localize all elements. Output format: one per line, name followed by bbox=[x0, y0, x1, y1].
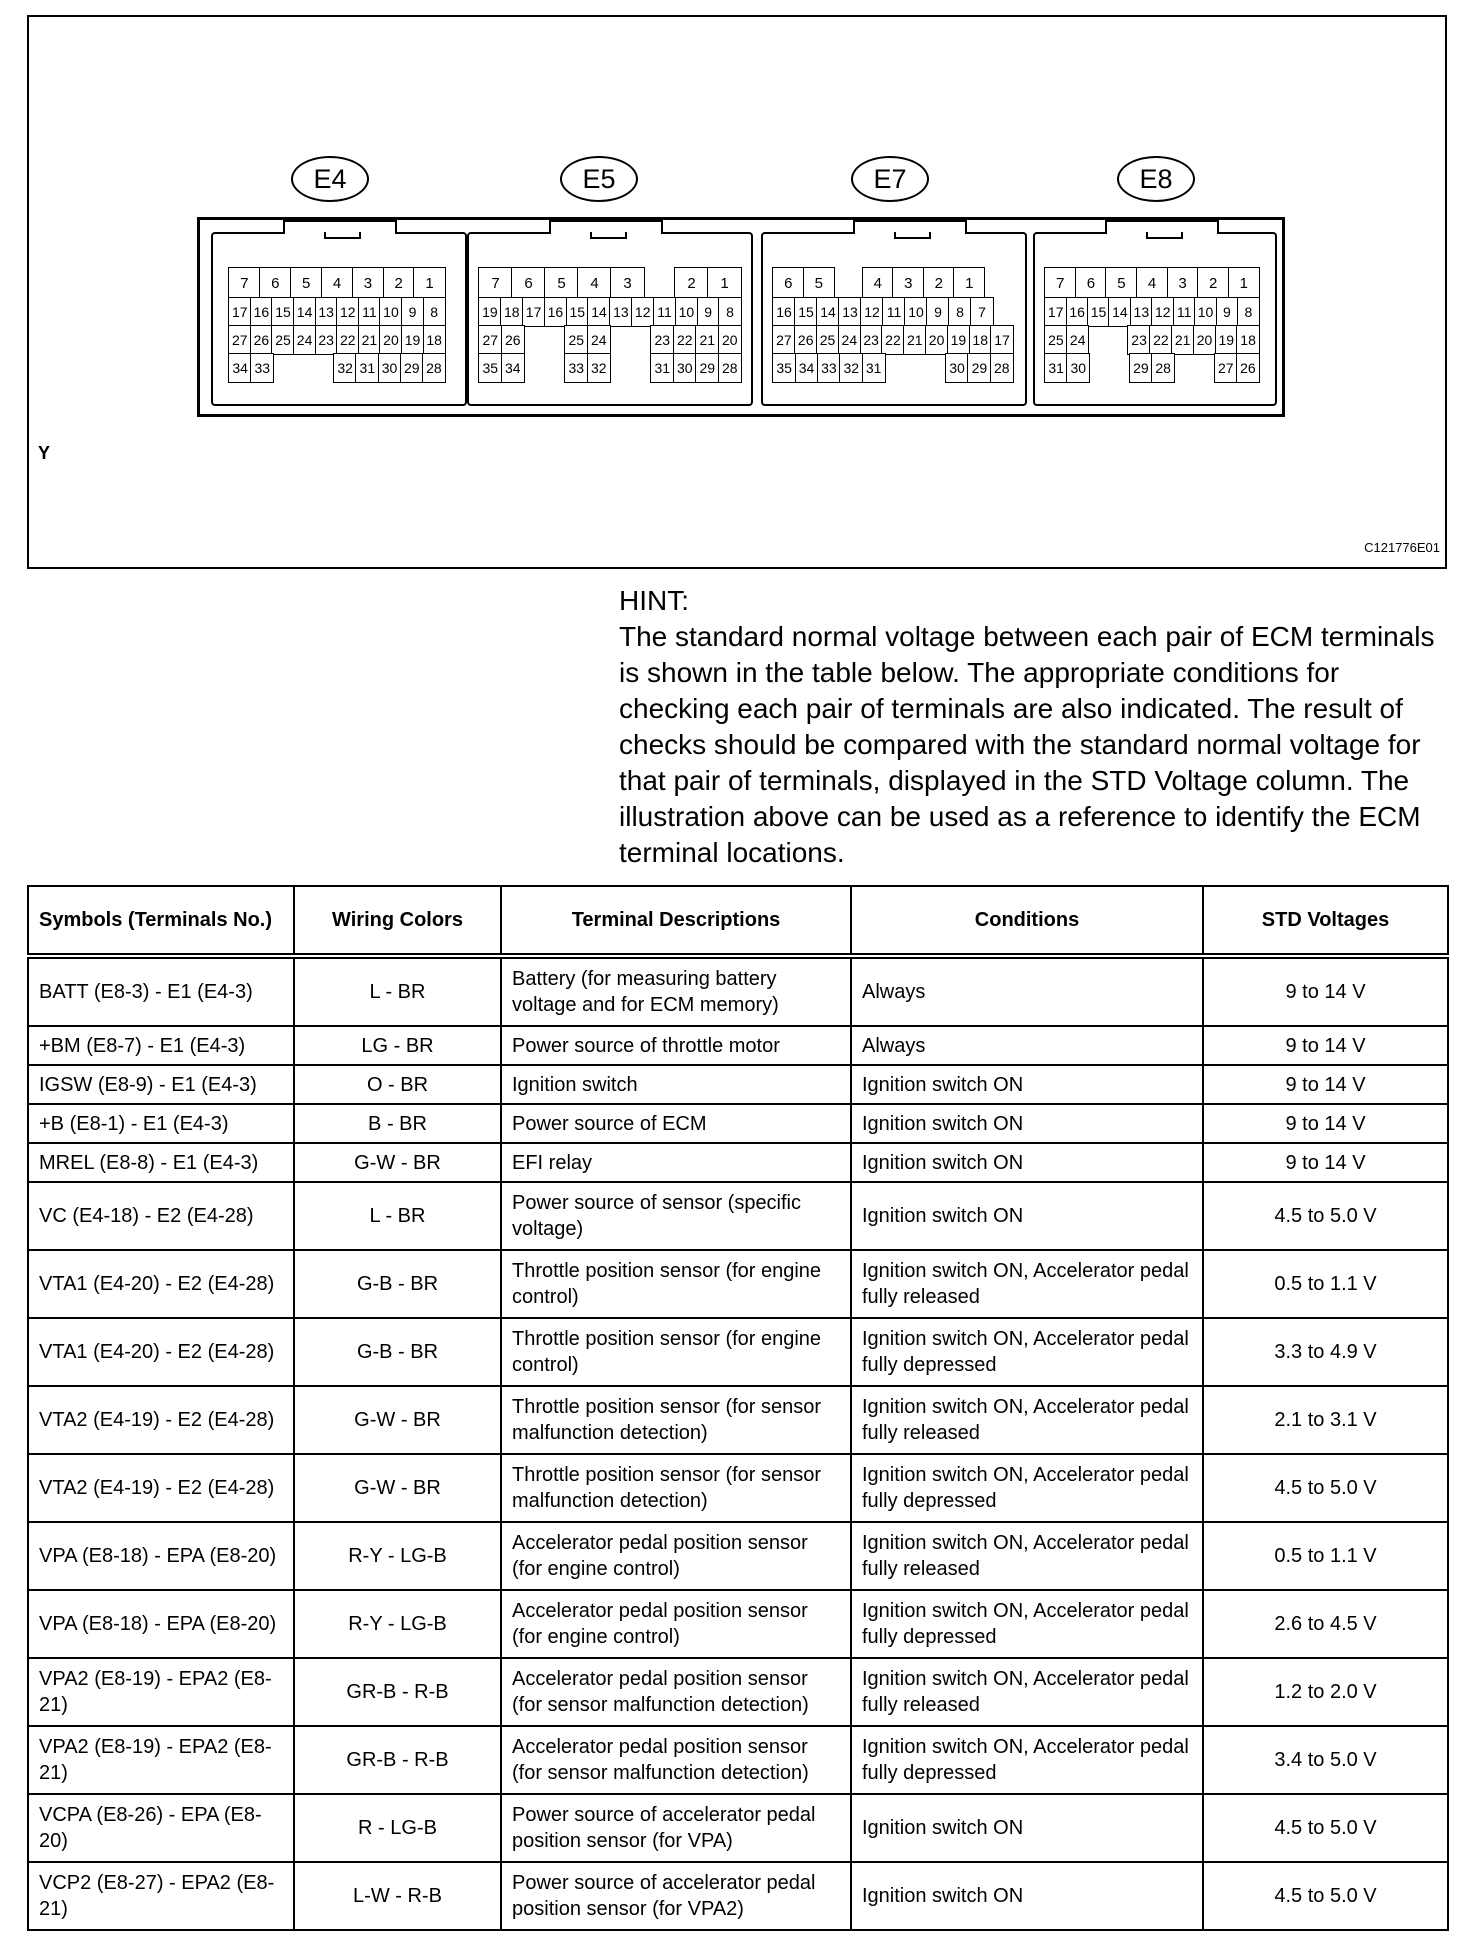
cell-wiring-colors: L-W - R-B bbox=[294, 1862, 501, 1930]
cell-conditions: Ignition switch ON bbox=[851, 1182, 1203, 1250]
table-row bbox=[28, 1522, 1448, 1590]
hint-body: The standard normal voltage between each pair of ECM terminals is shown in the table below. The appropriate conditions for checking each pair of terminals are also indicated. The result of checks should be compared with the standard normal voltage for that pair of terminals, displayed in the STD Voltage column. The illustration above can be used as a reference to identify the ECM terminal locations. bbox=[619, 621, 1435, 868]
terminal-pin: 30 bbox=[945, 353, 969, 383]
pin-row bbox=[229, 326, 445, 354]
terminal-pin: 14 bbox=[1108, 297, 1131, 327]
cell-wiring-colors: G-W - BR bbox=[294, 1143, 501, 1182]
terminal-pin: 4 bbox=[321, 267, 353, 299]
cell-description: Accelerator pedal position sensor (for sensor malfunction detection) bbox=[501, 1726, 851, 1794]
cell-conditions: Ignition switch ON, Accelerator pedal fully depressed bbox=[851, 1454, 1203, 1522]
pin-gap bbox=[609, 353, 631, 383]
pin-gap bbox=[1109, 353, 1131, 383]
cell-std-voltage: 4.5 to 5.0 V bbox=[1203, 1454, 1448, 1522]
cell-description: Accelerator pedal position sensor (for engine control) bbox=[501, 1522, 851, 1590]
pin-gap bbox=[1108, 325, 1129, 355]
terminal-pin: 15 bbox=[1087, 297, 1110, 327]
cell-symbols: VC (E4-18) - E2 (E4-28) bbox=[28, 1182, 294, 1250]
connector-label-e7: E7 bbox=[851, 156, 929, 202]
terminal-pin: 23 bbox=[860, 325, 883, 355]
cell-std-voltage: 9 to 14 V bbox=[1203, 1104, 1448, 1143]
terminal-pin: 6 bbox=[259, 267, 291, 299]
cell-std-voltage: 9 to 14 V bbox=[1203, 956, 1448, 1026]
cell-symbols: VPA (E8-18) - EPA (E8-20) bbox=[28, 1522, 294, 1590]
cell-std-voltage: 9 to 14 V bbox=[1203, 1065, 1448, 1104]
terminal-pin: 30 bbox=[378, 353, 402, 383]
terminal-pin: 5 bbox=[803, 267, 835, 299]
cell-conditions: Always bbox=[851, 956, 1203, 1026]
terminal-pin: 12 bbox=[631, 297, 654, 327]
table-row bbox=[28, 1026, 1448, 1065]
terminal-pin: 11 bbox=[358, 297, 381, 327]
terminal-pin: 35 bbox=[478, 353, 502, 383]
terminal-pin: 14 bbox=[293, 297, 316, 327]
terminal-voltage-table bbox=[27, 885, 1449, 1931]
cell-conditions: Always bbox=[851, 1026, 1203, 1065]
terminal-pin: 33 bbox=[564, 353, 588, 383]
cell-conditions: Ignition switch ON, Accelerator pedal fully depressed bbox=[851, 1318, 1203, 1386]
terminal-pin: 4 bbox=[1136, 267, 1168, 299]
pin-gap bbox=[1088, 325, 1109, 355]
cell-std-voltage: 0.5 to 1.1 V bbox=[1203, 1522, 1448, 1590]
cell-description: Throttle position sensor (for sensor malfunction detection) bbox=[501, 1386, 851, 1454]
pin-gap bbox=[544, 353, 566, 383]
terminal-pin: 32 bbox=[333, 353, 357, 383]
terminal-pin: 21 bbox=[903, 325, 926, 355]
connector-latch bbox=[283, 220, 397, 234]
connector-latch bbox=[1105, 220, 1219, 234]
cell-wiring-colors: R - LG-B bbox=[294, 1794, 501, 1862]
terminal-pin: 5 bbox=[290, 267, 322, 299]
terminal-pin: 27 bbox=[478, 325, 502, 355]
terminal-pin: 17 bbox=[228, 297, 251, 327]
table-row bbox=[28, 956, 1448, 1026]
terminal-pin: 29 bbox=[695, 353, 719, 383]
pin-row bbox=[773, 354, 1013, 382]
terminal-pin: 20 bbox=[718, 325, 742, 355]
pin-gap bbox=[643, 267, 676, 299]
cell-conditions: Ignition switch ON bbox=[851, 1104, 1203, 1143]
terminal-pin: 9 bbox=[401, 297, 424, 327]
table-row bbox=[28, 1318, 1448, 1386]
connector-pin-grid bbox=[773, 268, 1013, 382]
cell-description: Battery (for measuring battery voltage and for ECM memory) bbox=[501, 956, 851, 1026]
pin-gap bbox=[992, 297, 1014, 327]
pin-gap bbox=[609, 325, 631, 355]
pin-gap bbox=[630, 325, 652, 355]
cell-wiring-colors: G-B - BR bbox=[294, 1318, 501, 1386]
cell-std-voltage: 4.5 to 5.0 V bbox=[1203, 1182, 1448, 1250]
cell-symbols: VTA1 (E4-20) - E2 (E4-28) bbox=[28, 1250, 294, 1318]
terminal-pin: 20 bbox=[1193, 325, 1216, 355]
cell-description: Power source of accelerator pedal position sensor (for VPA2) bbox=[501, 1862, 851, 1930]
terminal-pin: 15 bbox=[271, 297, 294, 327]
terminal-pin: 17 bbox=[522, 297, 545, 327]
cell-description: Ignition switch bbox=[501, 1065, 851, 1104]
cell-description: Accelerator pedal position sensor (for sensor malfunction detection) bbox=[501, 1658, 851, 1726]
terminal-pin: 26 bbox=[250, 325, 273, 355]
terminal-pin: 6 bbox=[511, 267, 546, 299]
pin-gap bbox=[925, 353, 947, 383]
terminal-pin: 18 bbox=[500, 297, 523, 327]
terminal-pin: 20 bbox=[925, 325, 948, 355]
terminal-pin: 29 bbox=[400, 353, 424, 383]
terminal-pin: 27 bbox=[1214, 353, 1238, 383]
terminal-pin: 35 bbox=[772, 353, 796, 383]
terminal-pin: 11 bbox=[653, 297, 676, 327]
table-row bbox=[28, 1065, 1448, 1104]
cell-description: Throttle position sensor (for engine control) bbox=[501, 1318, 851, 1386]
terminal-pin: 33 bbox=[817, 353, 841, 383]
table-row bbox=[28, 1862, 1448, 1930]
terminal-pin: 34 bbox=[795, 353, 819, 383]
terminal-pin: 26 bbox=[794, 325, 817, 355]
table-row bbox=[28, 1250, 1448, 1318]
terminal-pin: 5 bbox=[1105, 267, 1137, 299]
table-row bbox=[28, 1143, 1448, 1182]
terminal-pin: 9 bbox=[1216, 297, 1239, 327]
cell-conditions: Ignition switch ON, Accelerator pedal fully depressed bbox=[851, 1726, 1203, 1794]
cell-std-voltage: 3.4 to 5.0 V bbox=[1203, 1726, 1448, 1794]
cell-description: Power source of ECM bbox=[501, 1104, 851, 1143]
table-header-row bbox=[28, 886, 1448, 956]
cell-wiring-colors: O - BR bbox=[294, 1065, 501, 1104]
header-conditions: Conditions bbox=[851, 886, 1203, 956]
terminal-pin: 17 bbox=[1044, 297, 1067, 327]
terminal-pin: 21 bbox=[358, 325, 381, 355]
terminal-pin: 21 bbox=[1171, 325, 1194, 355]
cell-wiring-colors: R-Y - LG-B bbox=[294, 1522, 501, 1590]
terminal-pin: 4 bbox=[862, 267, 894, 299]
cell-description: Power source of throttle motor bbox=[501, 1026, 851, 1065]
terminal-pin: 34 bbox=[501, 353, 525, 383]
terminal-pin: 7 bbox=[970, 297, 994, 327]
terminal-pin: 1 bbox=[707, 267, 742, 299]
pin-row bbox=[1045, 354, 1259, 382]
cell-conditions: Ignition switch ON, Accelerator pedal fully depressed bbox=[851, 1590, 1203, 1658]
terminal-pin: 28 bbox=[990, 353, 1014, 383]
cell-description: EFI relay bbox=[501, 1143, 851, 1182]
cell-conditions: Ignition switch ON, Accelerator pedal fully released bbox=[851, 1386, 1203, 1454]
pin-gap bbox=[523, 325, 545, 355]
terminal-pin: 13 bbox=[838, 297, 862, 327]
terminal-pin: 18 bbox=[423, 325, 446, 355]
terminal-pin: 8 bbox=[948, 297, 972, 327]
cell-description: Power source of sensor (specific voltage) bbox=[501, 1182, 851, 1250]
pin-gap bbox=[1194, 353, 1216, 383]
terminal-pin: 24 bbox=[838, 325, 861, 355]
terminal-pin: 23 bbox=[1127, 325, 1150, 355]
terminal-pin: 16 bbox=[772, 297, 796, 327]
terminal-pin: 32 bbox=[587, 353, 611, 383]
connector-pin-grid bbox=[479, 268, 741, 382]
terminal-pin: 22 bbox=[1149, 325, 1172, 355]
terminal-pin: 8 bbox=[718, 297, 741, 327]
terminal-pin: 21 bbox=[695, 325, 719, 355]
cell-symbols: +BM (E8-7) - E1 (E4-3) bbox=[28, 1026, 294, 1065]
pin-row bbox=[773, 268, 1013, 298]
cell-symbols: VTA2 (E4-19) - E2 (E4-28) bbox=[28, 1454, 294, 1522]
terminal-pin: 30 bbox=[673, 353, 697, 383]
hint-title: HINT: bbox=[619, 585, 689, 616]
terminal-pin: 19 bbox=[947, 325, 970, 355]
terminal-pin: 30 bbox=[1066, 353, 1090, 383]
cell-symbols: VTA2 (E4-19) - E2 (E4-28) bbox=[28, 1386, 294, 1454]
cell-wiring-colors: LG - BR bbox=[294, 1026, 501, 1065]
terminal-pin: 3 bbox=[352, 267, 384, 299]
terminal-pin: 19 bbox=[1215, 325, 1238, 355]
terminal-pin: 20 bbox=[379, 325, 402, 355]
terminal-pin: 24 bbox=[293, 325, 316, 355]
terminal-pin: 3 bbox=[892, 267, 924, 299]
cell-symbols: VPA (E8-18) - EPA (E8-20) bbox=[28, 1590, 294, 1658]
terminal-pin: 22 bbox=[881, 325, 904, 355]
pin-gap bbox=[984, 267, 1014, 299]
connector-latch bbox=[549, 220, 663, 234]
terminal-pin: 18 bbox=[969, 325, 992, 355]
terminal-pin: 24 bbox=[587, 325, 611, 355]
terminal-pin: 23 bbox=[650, 325, 674, 355]
cell-wiring-colors: L - BR bbox=[294, 956, 501, 1026]
cell-wiring-colors: G-B - BR bbox=[294, 1250, 501, 1318]
terminal-pin: 19 bbox=[478, 297, 501, 327]
cell-std-voltage: 3.3 to 4.9 V bbox=[1203, 1318, 1448, 1386]
terminal-pin: 31 bbox=[1044, 353, 1068, 383]
table-row bbox=[28, 1590, 1448, 1658]
cell-conditions: Ignition switch ON bbox=[851, 1794, 1203, 1862]
terminal-pin: 6 bbox=[1075, 267, 1107, 299]
terminal-pin: 16 bbox=[544, 297, 567, 327]
pin-row bbox=[1045, 268, 1259, 298]
terminal-pin: 12 bbox=[860, 297, 884, 327]
pin-row bbox=[479, 298, 741, 326]
cell-symbols: BATT (E8-3) - E1 (E4-3) bbox=[28, 956, 294, 1026]
terminal-pin: 5 bbox=[544, 267, 579, 299]
terminal-pin: 13 bbox=[315, 297, 338, 327]
terminal-pin: 9 bbox=[697, 297, 720, 327]
terminal-pin: 28 bbox=[718, 353, 742, 383]
terminal-pin: 2 bbox=[923, 267, 955, 299]
terminal-pin: 1 bbox=[413, 267, 445, 299]
connector-latch bbox=[853, 220, 967, 234]
terminal-pin: 22 bbox=[673, 325, 697, 355]
cell-conditions: Ignition switch ON, Accelerator pedal fully released bbox=[851, 1658, 1203, 1726]
table-row bbox=[28, 1386, 1448, 1454]
cell-wiring-colors: L - BR bbox=[294, 1182, 501, 1250]
cell-wiring-colors: R-Y - LG-B bbox=[294, 1590, 501, 1658]
terminal-pin: 7 bbox=[478, 267, 513, 299]
terminal-pin: 25 bbox=[271, 325, 294, 355]
terminal-pin: 32 bbox=[839, 353, 863, 383]
terminal-pin: 2 bbox=[674, 267, 709, 299]
cell-wiring-colors: GR-B - R-B bbox=[294, 1658, 501, 1726]
connector-label-e4: E4 bbox=[291, 156, 369, 202]
terminal-pin: 16 bbox=[1066, 297, 1089, 327]
terminal-pin: 2 bbox=[1197, 267, 1229, 299]
pin-row bbox=[1045, 326, 1259, 354]
cell-conditions: Ignition switch ON, Accelerator pedal fully released bbox=[851, 1522, 1203, 1590]
connector-label-e5: E5 bbox=[560, 156, 638, 202]
pin-gap bbox=[1173, 353, 1195, 383]
pin-gap bbox=[833, 267, 863, 299]
pin-row bbox=[229, 354, 445, 382]
terminal-pin: 25 bbox=[1044, 325, 1067, 355]
terminal-pin: 29 bbox=[967, 353, 991, 383]
terminal-pin: 31 bbox=[355, 353, 379, 383]
terminal-pin: 3 bbox=[610, 267, 645, 299]
pin-gap bbox=[884, 353, 906, 383]
terminal-pin: 9 bbox=[926, 297, 950, 327]
cell-symbols: VCP2 (E8-27) - EPA2 (E8-21) bbox=[28, 1862, 294, 1930]
terminal-pin: 26 bbox=[1236, 353, 1260, 383]
terminal-pin: 31 bbox=[650, 353, 674, 383]
cell-std-voltage: 4.5 to 5.0 V bbox=[1203, 1794, 1448, 1862]
terminal-pin: 7 bbox=[228, 267, 260, 299]
terminal-pin: 26 bbox=[501, 325, 525, 355]
cell-conditions: Ignition switch ON, Accelerator pedal fully released bbox=[851, 1250, 1203, 1318]
terminal-pin: 14 bbox=[587, 297, 610, 327]
terminal-pin: 10 bbox=[1194, 297, 1217, 327]
cell-symbols: VPA2 (E8-19) - EPA2 (E8-21) bbox=[28, 1658, 294, 1726]
pin-gap bbox=[273, 353, 295, 383]
cell-std-voltage: 9 to 14 V bbox=[1203, 1026, 1448, 1065]
cell-conditions: Ignition switch ON bbox=[851, 1143, 1203, 1182]
cell-symbols: MREL (E8-8) - E1 (E4-3) bbox=[28, 1143, 294, 1182]
pin-row bbox=[229, 298, 445, 326]
cell-symbols: VTA1 (E4-20) - E2 (E4-28) bbox=[28, 1318, 294, 1386]
terminal-pin: 7 bbox=[1044, 267, 1076, 299]
pin-gap bbox=[544, 325, 566, 355]
terminal-pin: 16 bbox=[250, 297, 273, 327]
terminal-pin: 29 bbox=[1129, 353, 1153, 383]
connector-pin-grid bbox=[229, 268, 445, 382]
table-row bbox=[28, 1104, 1448, 1143]
cell-wiring-colors: G-W - BR bbox=[294, 1386, 501, 1454]
terminal-pin: 8 bbox=[423, 297, 446, 327]
terminal-pin: 25 bbox=[816, 325, 839, 355]
cell-std-voltage: 0.5 to 1.1 V bbox=[1203, 1250, 1448, 1318]
pin-gap bbox=[904, 353, 926, 383]
terminal-pin: 14 bbox=[816, 297, 840, 327]
terminal-pin: 6 bbox=[772, 267, 804, 299]
cell-std-voltage: 1.2 to 2.0 V bbox=[1203, 1658, 1448, 1726]
header-std-voltages: STD Voltages bbox=[1203, 886, 1448, 956]
cell-std-voltage: 9 to 14 V bbox=[1203, 1143, 1448, 1182]
cell-wiring-colors: GR-B - R-B bbox=[294, 1726, 501, 1794]
terminal-pin: 10 bbox=[379, 297, 402, 327]
pin-gap bbox=[1089, 353, 1111, 383]
terminal-pin: 10 bbox=[904, 297, 928, 327]
terminal-pin: 13 bbox=[609, 297, 632, 327]
header-symbols: Symbols (Terminals No.) bbox=[28, 886, 294, 956]
table-row bbox=[28, 1454, 1448, 1522]
terminal-pin: 22 bbox=[336, 325, 359, 355]
terminal-pin: 15 bbox=[794, 297, 818, 327]
cell-description: Throttle position sensor (for sensor malfunction detection) bbox=[501, 1454, 851, 1522]
side-label: Y bbox=[38, 443, 51, 463]
terminal-pin: 11 bbox=[882, 297, 906, 327]
pin-row bbox=[479, 326, 741, 354]
pin-gap bbox=[293, 353, 315, 383]
terminal-pin: 18 bbox=[1236, 325, 1259, 355]
pin-row bbox=[773, 298, 1013, 326]
figure-id: C121776E01 bbox=[1364, 540, 1440, 555]
cell-description: Throttle position sensor (for engine control) bbox=[501, 1250, 851, 1318]
cell-conditions: Ignition switch ON bbox=[851, 1065, 1203, 1104]
cell-wiring-colors: G-W - BR bbox=[294, 1454, 501, 1522]
terminal-pin: 28 bbox=[422, 353, 446, 383]
cell-std-voltage: 2.1 to 3.1 V bbox=[1203, 1386, 1448, 1454]
header-wiring-colors: Wiring Colors bbox=[294, 886, 501, 956]
terminal-pin: 25 bbox=[564, 325, 588, 355]
cell-description: Power source of accelerator pedal position sensor (for VPA) bbox=[501, 1794, 851, 1862]
terminal-pin: 4 bbox=[577, 267, 612, 299]
table-row bbox=[28, 1726, 1448, 1794]
terminal-pin: 1 bbox=[953, 267, 985, 299]
cell-symbols: +B (E8-1) - E1 (E4-3) bbox=[28, 1104, 294, 1143]
pin-gap bbox=[313, 353, 335, 383]
connector-pin-grid bbox=[1045, 268, 1259, 382]
terminal-pin: 31 bbox=[862, 353, 886, 383]
terminal-pin: 3 bbox=[1167, 267, 1199, 299]
terminal-pin: 12 bbox=[1151, 297, 1174, 327]
pin-row bbox=[229, 268, 445, 298]
cell-conditions: Ignition switch ON bbox=[851, 1862, 1203, 1930]
terminal-pin: 13 bbox=[1130, 297, 1153, 327]
terminal-pin: 33 bbox=[250, 353, 274, 383]
cell-symbols: VPA2 (E8-19) - EPA2 (E8-21) bbox=[28, 1726, 294, 1794]
terminal-pin: 11 bbox=[1173, 297, 1196, 327]
terminal-pin: 12 bbox=[336, 297, 359, 327]
terminal-pin: 34 bbox=[228, 353, 252, 383]
terminal-pin: 27 bbox=[772, 325, 795, 355]
terminal-pin: 2 bbox=[383, 267, 415, 299]
cell-std-voltage: 2.6 to 4.5 V bbox=[1203, 1590, 1448, 1658]
table-row bbox=[28, 1794, 1448, 1862]
pin-row bbox=[479, 268, 741, 298]
terminal-pin: 19 bbox=[401, 325, 424, 355]
header-descriptions: Terminal Descriptions bbox=[501, 886, 851, 956]
terminal-pin: 17 bbox=[990, 325, 1013, 355]
cell-symbols: VCPA (E8-26) - EPA (E8-20) bbox=[28, 1794, 294, 1862]
table-row bbox=[28, 1658, 1448, 1726]
pin-row bbox=[773, 326, 1013, 354]
pin-gap bbox=[630, 353, 652, 383]
cell-symbols: IGSW (E8-9) - E1 (E4-3) bbox=[28, 1065, 294, 1104]
cell-description: Accelerator pedal position sensor (for engine control) bbox=[501, 1590, 851, 1658]
terminal-pin: 8 bbox=[1237, 297, 1260, 327]
pin-row bbox=[479, 354, 741, 382]
cell-std-voltage: 4.5 to 5.0 V bbox=[1203, 1862, 1448, 1930]
hint bbox=[619, 583, 1449, 871]
terminal-pin: 27 bbox=[228, 325, 251, 355]
terminal-pin: 1 bbox=[1228, 267, 1260, 299]
terminal-pin: 23 bbox=[315, 325, 338, 355]
table-row bbox=[28, 1182, 1448, 1250]
pin-gap bbox=[523, 353, 545, 383]
terminal-pin: 15 bbox=[566, 297, 589, 327]
terminal-pin: 10 bbox=[675, 297, 698, 327]
terminal-pin: 28 bbox=[1151, 353, 1175, 383]
connector-label-e8: E8 bbox=[1117, 156, 1195, 202]
pin-row bbox=[1045, 298, 1259, 326]
cell-wiring-colors: B - BR bbox=[294, 1104, 501, 1143]
terminal-pin: 24 bbox=[1066, 325, 1089, 355]
